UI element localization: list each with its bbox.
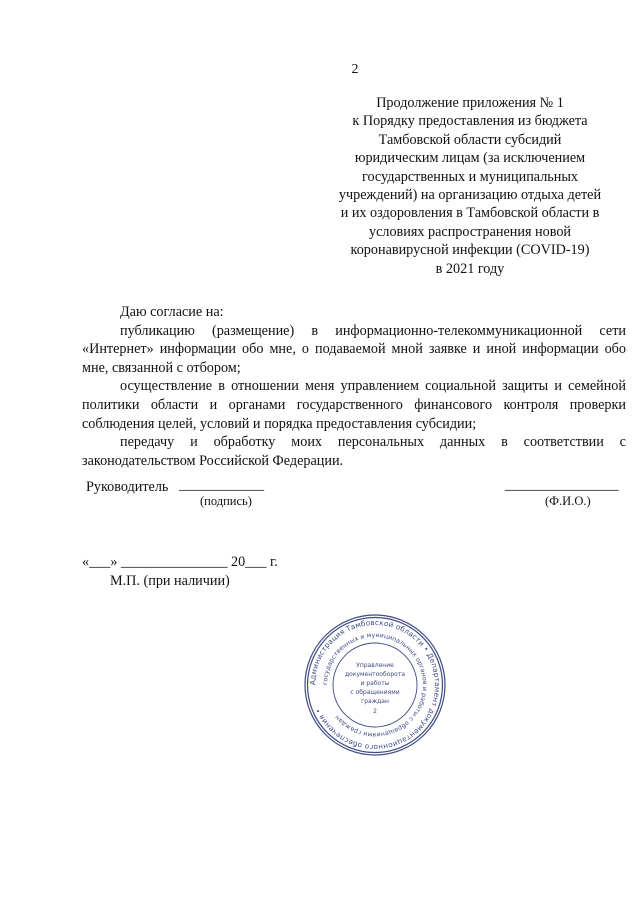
stamp-inner-text: государственных и муниципальных органов и работы с обращениями граждан [321, 631, 429, 739]
header-line: и их оздоровления в Тамбовской области в [340, 205, 600, 222]
official-stamp [300, 610, 450, 760]
stamp-center-line: граждан [361, 698, 389, 705]
consent-intro: Даю согласие на: [120, 304, 224, 320]
consent-paragraph: осуществление в отношении меня управлением социальной защиты и семейной политики области и органами государственного финансового контроля проверки соблюдения целей, условий и порядка предоставления субсидии; [82, 378, 626, 432]
seal-placeholder-label: М.П. (при наличии) [110, 573, 230, 589]
header-line: государственных и муниципальных [362, 168, 578, 185]
consent-text [82, 303, 626, 470]
header-line: Продолжение приложения № 1 [376, 95, 564, 111]
signature-caption: (подпись) [200, 494, 252, 508]
header-line: коронавирусной инфекции (COVID-19) [350, 242, 590, 259]
header-line: в 2021 году [435, 260, 505, 277]
signature-line: ____________ [179, 477, 265, 493]
header-line: к Порядку предоставления из бюджета [352, 113, 588, 130]
name-caption: (Ф.И.О.) [545, 494, 591, 508]
header-line: условиях распространения новой [368, 223, 572, 240]
header-line: Тамбовской области субсидий [378, 131, 562, 148]
date-line: «___» _______________ 20___ г. [82, 554, 278, 570]
header-line: юридическим лицам (за исключением [354, 150, 586, 167]
page-number: 2 [351, 62, 359, 77]
consent-paragraph: передачу и обработку моих персональных данных в соответствии с законодательством Российской Федерации. [82, 434, 626, 469]
stamp-center-line: и работы [360, 680, 390, 687]
stamp-center-line: 2 [373, 708, 377, 715]
stamp-center-line: Управление [356, 662, 394, 669]
appendix-header [320, 94, 620, 278]
stamp-center-line: документооборота [345, 671, 405, 678]
stamp-outer-text: Администрация Тамбовской области • Департамент документационного обеспечения • [307, 617, 443, 753]
consent-paragraph: публикацию (размещение) в информационно-телекоммуникационной сети «Интернет» информации обо мне, о подаваемой мной заявке и иной информации обо мне, связанной с отбором; [82, 322, 626, 376]
signature-role-label: Руководитель [86, 479, 169, 495]
stamp-center-line: с обращениями [350, 689, 400, 696]
header-line: учреждений) на организацию отдыха детей [338, 187, 602, 204]
name-line: ________________ [505, 477, 619, 493]
